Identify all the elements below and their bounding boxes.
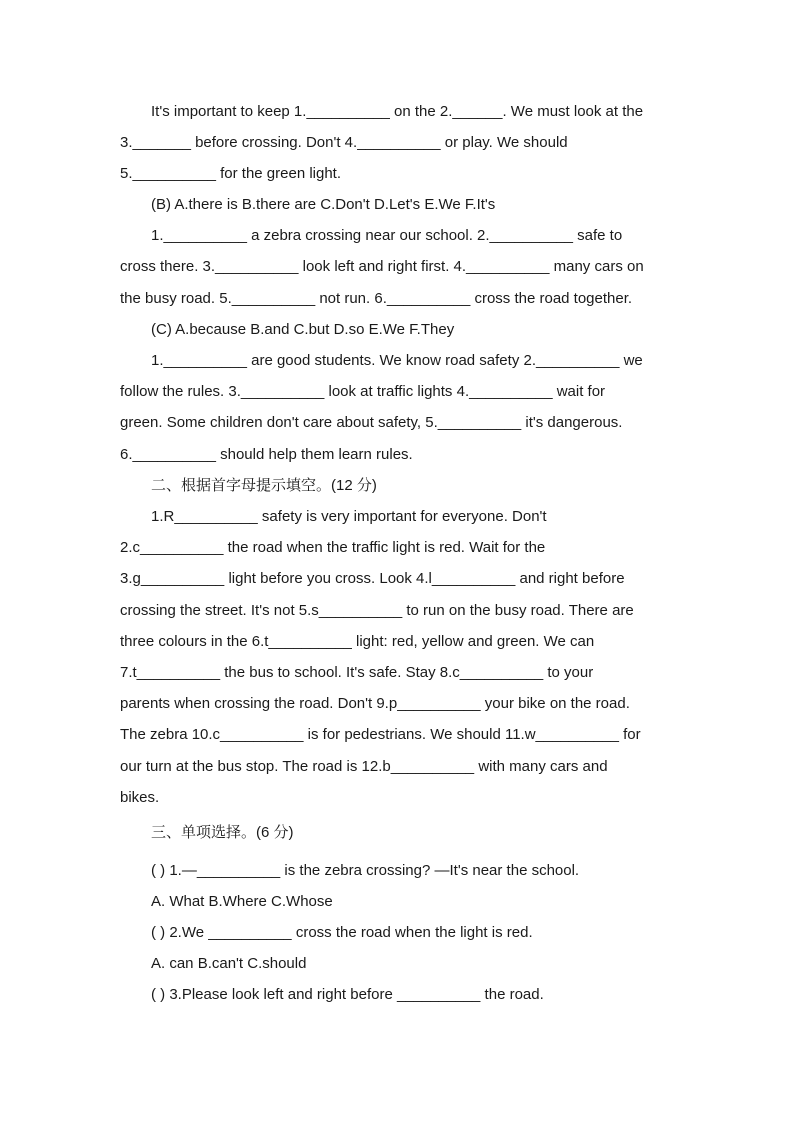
part-b-line-3: the busy road. 5.__________ not run. 6.__________ cross the road together. (120, 290, 633, 307)
part-b-line-2: cross there. 3.__________ look left and right first. 4.__________ many cars on (120, 258, 644, 275)
section-2-heading: 二、根据首字母提示填空。(12 分) (151, 477, 377, 494)
section-2-line-9: our turn at the bus stop. The road is 12.b__________ with many cars and (120, 758, 608, 775)
section-2-line-8: The zebra 10.c__________ is for pedestrians. We should 11.w__________ for (120, 726, 641, 743)
part-c-line-1: 1.__________ are good students. We know road safety 2.__________ we (151, 352, 643, 369)
part-a-line-3: 5.__________ for the green light. (120, 165, 342, 182)
section-2-line-7: parents when crossing the road. Don't 9.p__________ your bike on the road. (120, 695, 630, 712)
section-2-line-3: 3.g__________ light before you cross. Look 4.l__________ and right before (120, 570, 625, 587)
part-b-options: (B) A.there is B.there are C.Don't D.Let's E.We F.It's (151, 196, 496, 213)
section-2-line-1: 1.R__________ safety is very important for everyone. Don't (151, 508, 547, 525)
question-2: ( ) 2.We __________ cross the road when the light is red. (151, 924, 533, 941)
section-3-heading: 三、单项选择。(6 分) (151, 824, 294, 841)
part-c-line-4: 6.__________ should help them learn rules. (120, 446, 413, 463)
question-1: ( ) 1.—__________ is the zebra crossing? —It's near the school. (151, 862, 580, 879)
question-1-options: A. What B.Where C.Whose (151, 893, 333, 910)
part-c-options: (C) A.because B.and C.but D.so E.We F.They (151, 321, 455, 338)
section-2-line-10: bikes. (120, 789, 160, 806)
part-a-line-2: 3._______ before crossing. Don't 4.__________ or play. We should (120, 134, 568, 151)
section-2-line-6: 7.t__________ the bus to school. It's safe. Stay 8.c__________ to your (120, 664, 594, 681)
part-b-line-1: 1.__________ a zebra crossing near our school. 2.__________ safe to (151, 227, 623, 244)
section-2-line-2: 2.c__________ the road when the traffic light is red. Wait for the (120, 539, 546, 556)
section-2-line-4: crossing the street. It's not 5.s__________ to run on the busy road. There are (120, 602, 634, 619)
part-a-line-1: It's important to keep 1.__________ on the 2.______. We must look at the (151, 103, 644, 120)
question-3: ( ) 3.Please look left and right before __________ the road. (151, 986, 544, 1003)
part-c-line-2: follow the rules. 3.__________ look at traffic lights 4.__________ wait for (120, 383, 606, 400)
section-2-line-5: three colours in the 6.t__________ light: red, yellow and green. We can (120, 633, 595, 650)
part-c-line-3: green. Some children don't care about safety, 5.__________ it's dangerous. (120, 414, 623, 431)
question-2-options: A. can B.can't C.should (151, 955, 307, 972)
